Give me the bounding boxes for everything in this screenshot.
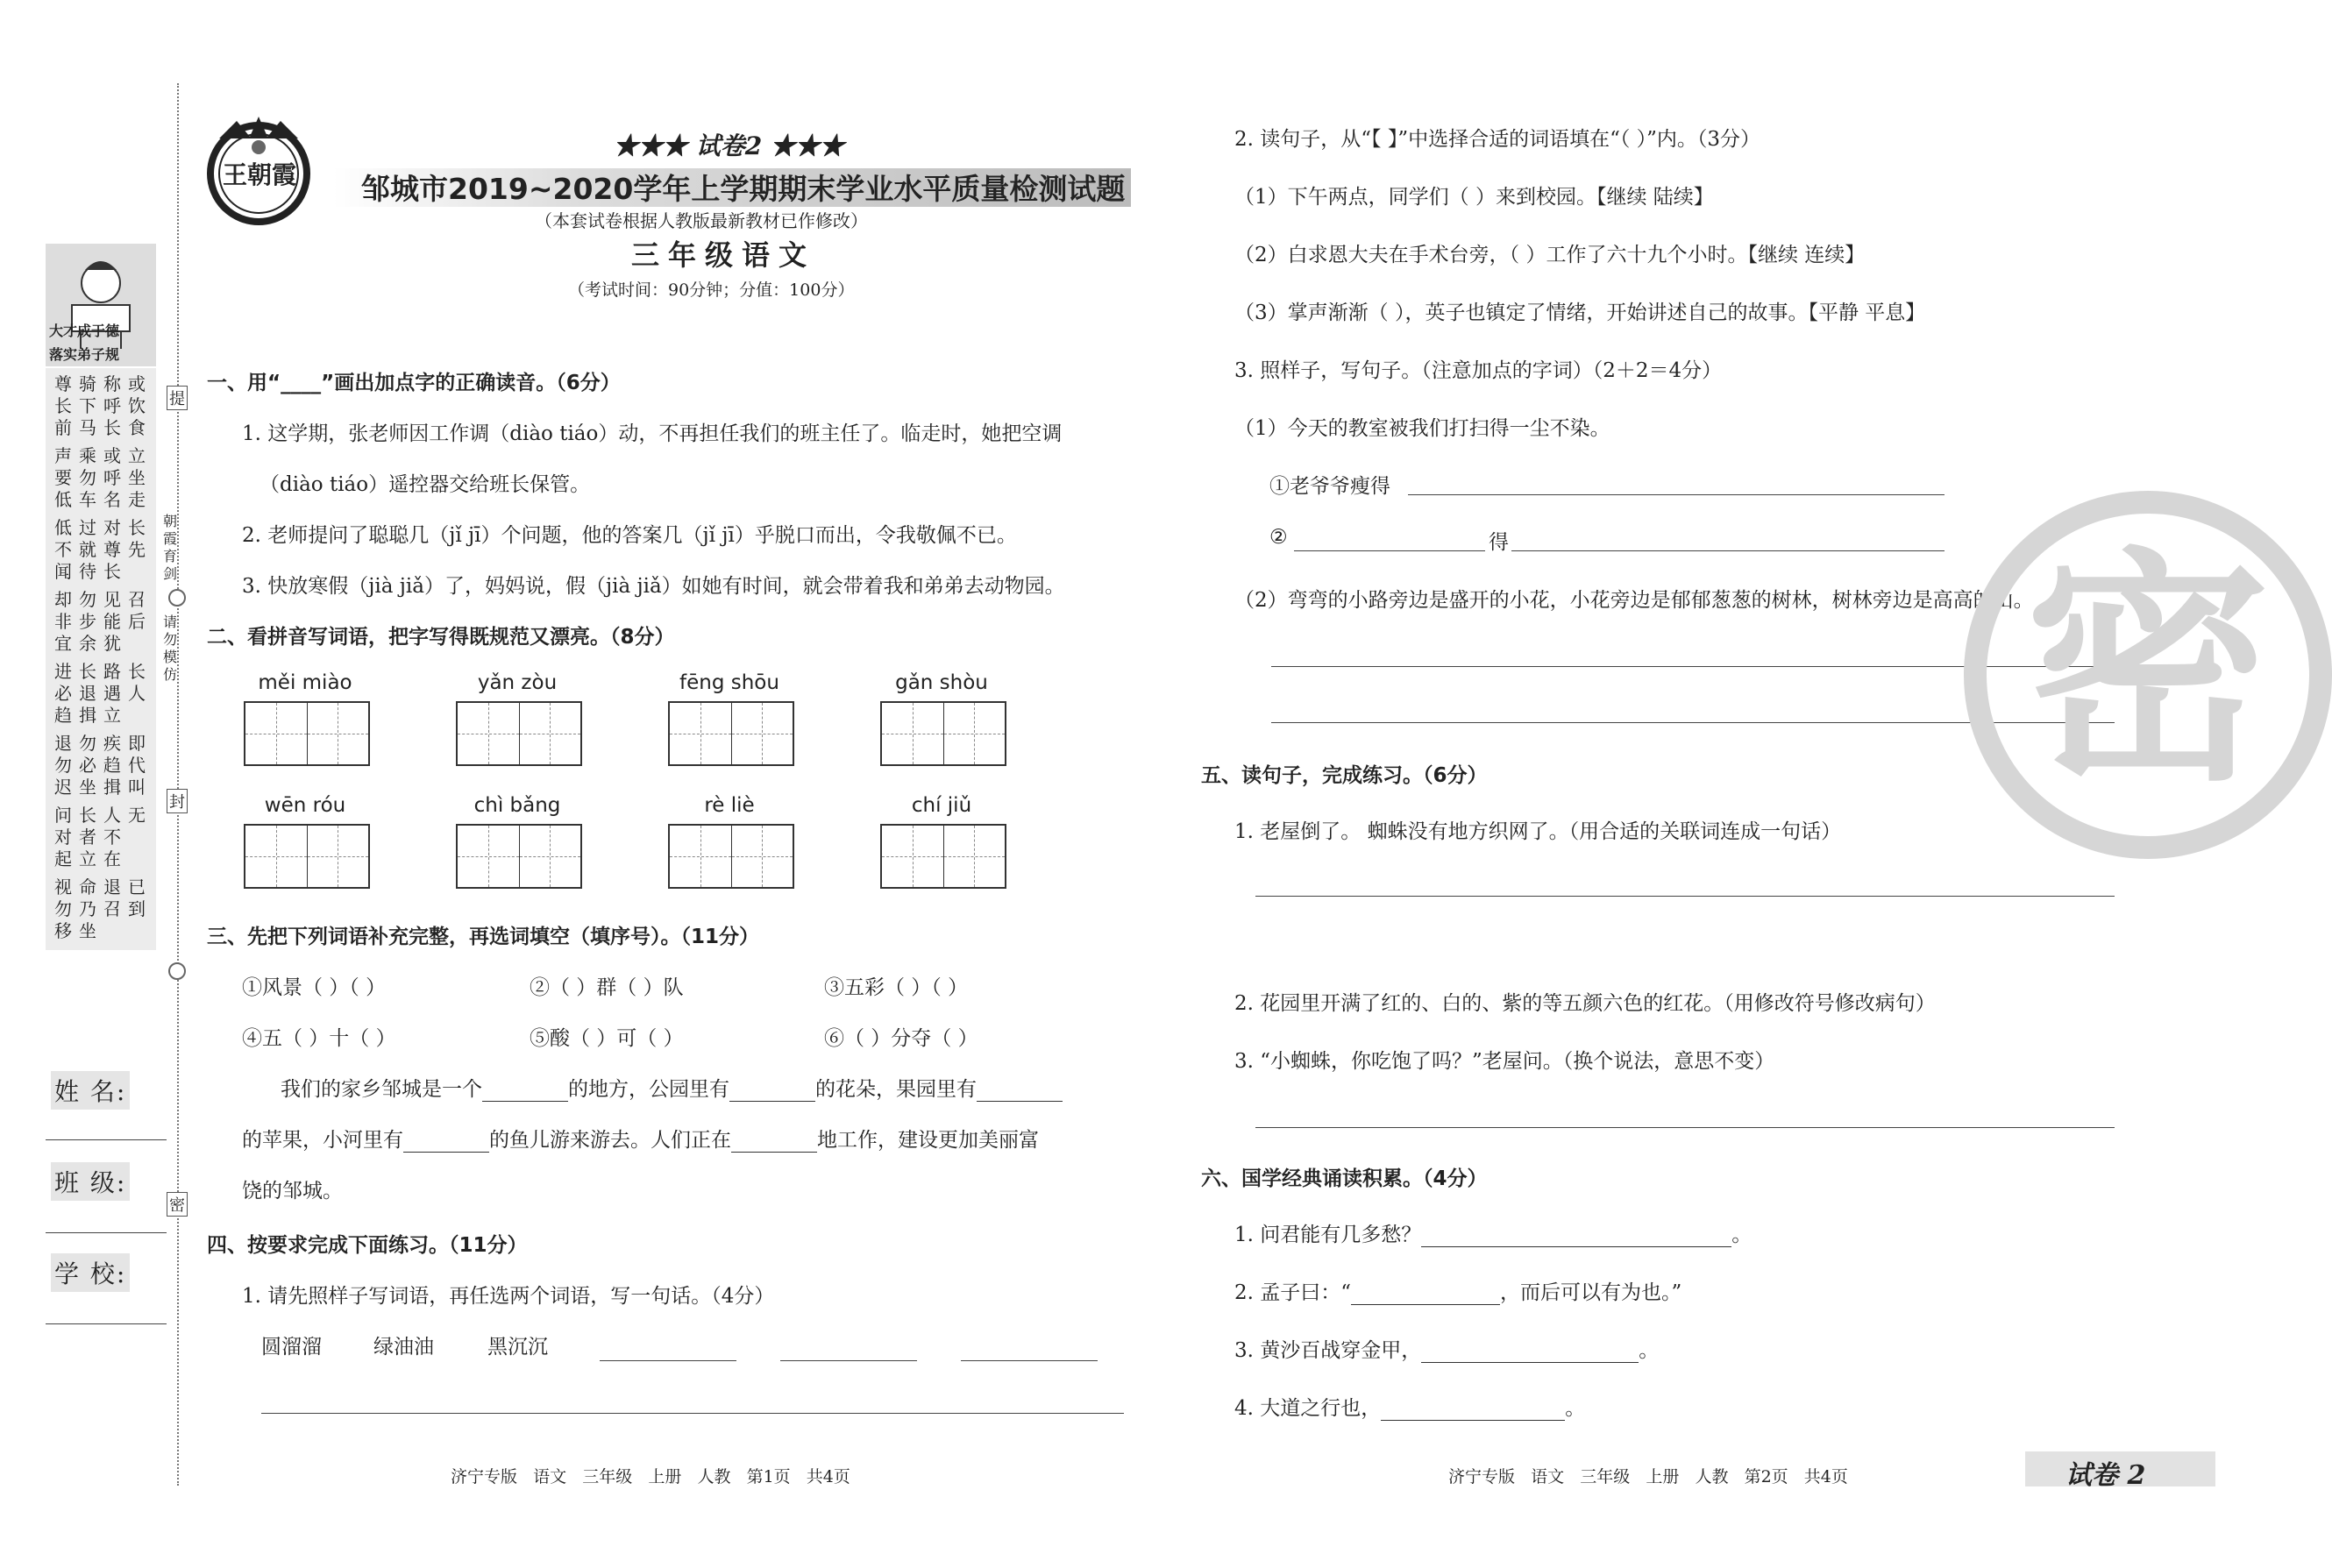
s6-q1-text: 1. 问君能有几多愁？ [1234, 1224, 1422, 1246]
sidebar-poem-column: 长退揖 [79, 661, 96, 726]
s3-blank-4[interactable] [403, 1129, 489, 1153]
hole-1 [168, 589, 186, 607]
name-field[interactable] [46, 1139, 167, 1140]
section-6-title: 六、国学经典诵读积累。（4分） [1201, 1167, 1488, 1190]
footer-right: 济宁专版 语文 三年级 上册 人教 第2页 共4页 [1448, 1467, 1848, 1486]
s4-word-2: 绿油油 [373, 1336, 434, 1359]
sidebar-poem-column: 或呼名 [103, 445, 121, 510]
writing-grid-3[interactable] [668, 701, 794, 766]
class-label: 班 级: [51, 1162, 130, 1201]
writing-grid-7[interactable] [668, 824, 794, 889]
exam-title: 邹城市2019~2020学年上学期期末学业水平质量检测试题 [361, 172, 1126, 206]
s5-q2: 2. 花园里开满了红的、白的、紫的等五颜六色的红花。（用修改符号修改病句） [1234, 992, 1936, 1015]
sidebar-poem-column: 骑下马 [79, 373, 96, 438]
sidebar-poem-column: 过就待 [79, 517, 96, 582]
sidebar-poem-column: 人不在 [103, 805, 121, 869]
sidebar-poem-column: 称呼长 [103, 373, 121, 438]
sidebar-poem-column: 路遇立 [103, 661, 121, 726]
sidebar-poem-column: 长人 [128, 661, 146, 704]
s3-p2-seg2: 的鱼儿游来游去。人们正在 [489, 1129, 731, 1152]
s4-sentence-line[interactable] [261, 1413, 1124, 1414]
s3-paragraph-3: 饶的邹城。 [242, 1180, 343, 1203]
fold-line [177, 83, 179, 1486]
s3-item-5: ⑤酸（ ）可（ ） [530, 1027, 684, 1050]
side-word-4: 封 [167, 789, 188, 813]
s6-q3-text: 3. 黄沙百战穿金甲， [1234, 1339, 1422, 1362]
sidebar-poem [46, 368, 156, 950]
sidebar-poem-column: 勿必坐 [79, 733, 96, 798]
s5-q3-line[interactable] [1255, 1127, 2115, 1128]
sidebar-poem-column: 命乃坐 [79, 876, 96, 941]
footer-left: 济宁专版 语文 三年级 上册 人教 第1页 共4页 [451, 1467, 850, 1486]
s6-q4-period: 。 [1565, 1397, 1586, 1420]
exam-info: （考试时间：90分钟；分值：100分） [568, 280, 855, 300]
logo-text: 王朝霞 [223, 160, 297, 189]
side-word-1: 提 [167, 386, 188, 410]
school-label: 学 校: [51, 1253, 130, 1292]
watermark-text: 密 [2025, 529, 2271, 814]
s4-word-blank-3[interactable] [961, 1360, 1098, 1361]
pinyin-5: wēn róu [264, 794, 346, 817]
sidebar-poem-column: 或饮食 [128, 373, 146, 438]
pinyin-2: yǎn zòu [477, 671, 558, 694]
s6-q3-blank[interactable] [1421, 1339, 1639, 1363]
s6-q4-blank[interactable] [1381, 1397, 1565, 1421]
side-word-5: 密 [167, 1192, 188, 1217]
sidebar-poem-column: 退召 [103, 876, 121, 919]
sidebar-poem-column: 长者立 [79, 805, 96, 869]
r-q3-1b-mid: 得 [1489, 531, 1509, 554]
r-q3-1b-prefix: ② [1269, 526, 1288, 549]
pinyin-7: rè liè [704, 794, 755, 817]
section-3-title: 三、先把下列词语补充完整，再选词填空（填序号）。（11分） [207, 926, 760, 948]
s3-p2-seg3: 地工作，建设更加美丽富 [817, 1129, 1039, 1152]
sidebar-motto-2: 落实弟子规 [49, 346, 120, 363]
series-text: 试卷2 [695, 131, 763, 160]
s4-q1: 1. 请先照样子写词语，再任选两个词语，写一句话。（4分） [242, 1285, 775, 1308]
sidebar-poem-column: 见能犹 [103, 589, 121, 654]
exam-note: （本套试卷根据人教版最新教材已作修改） [535, 210, 868, 231]
sidebar-poem-column: 即代叫 [128, 733, 146, 798]
r-q3: 3. 照样子，写句子。（注意加点的字词）（2＋2＝4分） [1234, 359, 1723, 382]
sidebar-poem-column: 召后 [128, 589, 146, 632]
s6-q3 [1234, 1334, 1659, 1363]
pinyin-4: gǎn shòu [895, 671, 988, 694]
section-1-title: 一、用“____”画出加点字的正确读音。（6分） [207, 372, 621, 394]
hole-2 [168, 962, 186, 980]
r-q3-2: （2）弯弯的小路旁边是盛开的小花，小花旁边是郁郁葱葱的树林，树林旁边是高高的山。 [1234, 589, 2034, 612]
sidebar-poem-column: 疾趋揖 [103, 733, 121, 798]
s3-blank-1[interactable] [482, 1078, 568, 1102]
s3-item-2: ②（ ）群（ ）队 [530, 976, 684, 999]
s3-p1-seg2: 的地方，公园里有 [568, 1078, 729, 1101]
s3-item-6: ⑥（ ）分夺（ ） [824, 1027, 978, 1050]
section-4-title: 四、按要求完成下面练习。（11分） [207, 1234, 528, 1257]
s3-blank-5[interactable] [731, 1129, 817, 1153]
sidebar-poem-column: 视勿移 [54, 876, 72, 941]
s4-word-blank-2[interactable] [780, 1360, 917, 1361]
section-5-title: 五、读句子，完成练习。（6分） [1201, 764, 1488, 787]
r-q3-1b-blank-2[interactable] [1511, 550, 1945, 551]
sidebar-poem-column: 尊长前 [54, 373, 72, 438]
s5-q3: 3. “小蜘蛛，你吃饱了吗？”老屋问。（换个说法，意思不变） [1234, 1050, 1775, 1073]
footer-tag: 试卷 2 [2065, 1460, 2146, 1491]
r-q2-2: （2）白求恩大夫在手术台旁，（ ）工作了六十九个小时。【继续 连续】 [1234, 244, 1866, 266]
pinyin-6: chì bǎng [473, 794, 561, 817]
s6-q1 [1234, 1218, 1752, 1247]
s3-item-4: ④五（ ）十（ ） [242, 1027, 396, 1050]
sidebar-poem-column: 乘勿车 [79, 445, 96, 510]
sidebar-poem-column: 勿步余 [79, 589, 96, 654]
r-q2-3: （3）掌声渐渐（ ），英子也镇定了情绪，开始讲述自己的故事。【平静 平息】 [1234, 302, 1926, 324]
series-label: ★★★ 试卷2 ★★★ [614, 131, 844, 160]
s6-q2-text-a: 2. 孟子曰：“ [1234, 1281, 1352, 1304]
sidebar-poem-column: 却非宜 [54, 589, 72, 654]
r-q3-1: （1）今天的教室被我们打扫得一尘不染。 [1234, 417, 1610, 440]
side-word-3: 请勿模仿 [163, 614, 178, 683]
writing-grid-6[interactable] [456, 824, 582, 889]
s3-blank-3[interactable] [977, 1078, 1063, 1102]
r-q3-1a: ①老爷爷瘦得 [1269, 475, 1390, 498]
s6-q1-period: 。 [1731, 1224, 1753, 1246]
sidebar-poem-column: 对尊长 [103, 517, 121, 582]
sidebar-poem-column: 声要低 [54, 445, 72, 510]
s4-word-1: 圆溜溜 [261, 1336, 322, 1359]
sidebar-poem-column: 已到 [128, 876, 146, 919]
section-2-title: 二、看拼音写词语，把字写得既规范又漂亮。（8分） [207, 626, 675, 649]
s3-paragraph-1 [281, 1073, 1063, 1102]
s6-q1-blank[interactable] [1421, 1224, 1731, 1247]
sidebar-poem-column: 问对起 [54, 805, 72, 869]
sidebar-poem-column: 低不闻 [54, 517, 72, 582]
s3-blank-2[interactable] [729, 1078, 815, 1102]
secret-watermark [1964, 491, 2332, 859]
class-field[interactable] [46, 1232, 167, 1233]
subject-title: 三年级语文 [631, 238, 816, 272]
sidebar-poem-column: 长先 [128, 517, 146, 560]
writing-grid-2[interactable] [456, 701, 582, 766]
s1-q2: 2. 老师提问了聪聪几（jǐ jī）个问题，他的答案几（jǐ jī）乎脱口而出，令我敬佩不已。 [242, 524, 1017, 547]
s1-q1-line1: 1. 这学期，张老师因工作调（diào tiáo）动，不再担任我们的班主任了。临走时，她把空调 [242, 422, 1063, 445]
s1-q1-line2: （diào tiáo）遥控器交给班长保管。 [260, 473, 591, 496]
s3-p1-seg1: 我们的家乡邹城是一个 [281, 1078, 482, 1101]
school-field[interactable] [46, 1323, 167, 1324]
sidebar-poem-column: 退勿迟 [54, 733, 72, 798]
s3-paragraph-2 [242, 1124, 1039, 1153]
pinyin-1: měi miào [258, 671, 352, 694]
sidebar-poem-column: 无 [128, 805, 146, 826]
s6-q3-period: 。 [1639, 1339, 1660, 1362]
writing-grid-5[interactable] [244, 824, 370, 889]
s5-q1-line[interactable] [1255, 896, 2115, 897]
s3-p1-seg3: 的花朵，果园里有 [815, 1078, 977, 1101]
s6-q2-blank[interactable] [1351, 1281, 1500, 1305]
s4-word-3: 黑沉沉 [487, 1336, 548, 1359]
pinyin-8: chí jiǔ [911, 794, 972, 817]
s6-q2-text-b: ，而后可以有为也。” [1500, 1281, 1682, 1304]
writing-grid-1[interactable] [244, 701, 370, 766]
r-q3-1a-blank[interactable] [1408, 494, 1945, 495]
writing-grid-8[interactable] [880, 824, 1006, 889]
r-q2: 2. 读句子，从“【 】”中选择合适的词语填在“（ ）”内。（3分） [1234, 128, 1761, 151]
s5-q1: 1. 老屋倒了。 蜘蛛没有地方织网了。（用合适的关联词连成一句话） [1234, 820, 1842, 843]
s6-q2 [1234, 1276, 1681, 1305]
s6-q4 [1234, 1392, 1585, 1421]
side-word-2: 朝霞育剑 [163, 513, 178, 582]
s3-p2-seg1: 的苹果，小河里有 [242, 1129, 403, 1152]
sidebar-poem-column: 立坐走 [128, 445, 146, 510]
sidebar-motto-1: 大才成于德 [49, 323, 120, 339]
pinyin-3: fēng shōu [679, 671, 779, 694]
r-q3-1b-blank-1[interactable] [1294, 550, 1485, 551]
name-label: 姓 名: [51, 1071, 130, 1110]
writing-grid-4[interactable] [880, 701, 1006, 766]
s4-word-blank-1[interactable] [600, 1360, 736, 1361]
r-q2-1: （1）下午两点，同学们（ ）来到校园。【继续 陆续】 [1234, 186, 1714, 209]
s3-item-1: ①风景（ ）（ ） [242, 976, 387, 999]
s1-q3: 3. 快放寒假（jià jiǎ）了，妈妈说，假（jià jiǎ）如她有时间，就会带着我和弟弟去动物园。 [242, 575, 1065, 598]
sidebar-poem-column: 进必趋 [54, 661, 72, 726]
s3-item-3: ③五彩（ ）（ ） [824, 976, 969, 999]
s6-q4-text: 4. 大道之行也， [1234, 1397, 1382, 1420]
